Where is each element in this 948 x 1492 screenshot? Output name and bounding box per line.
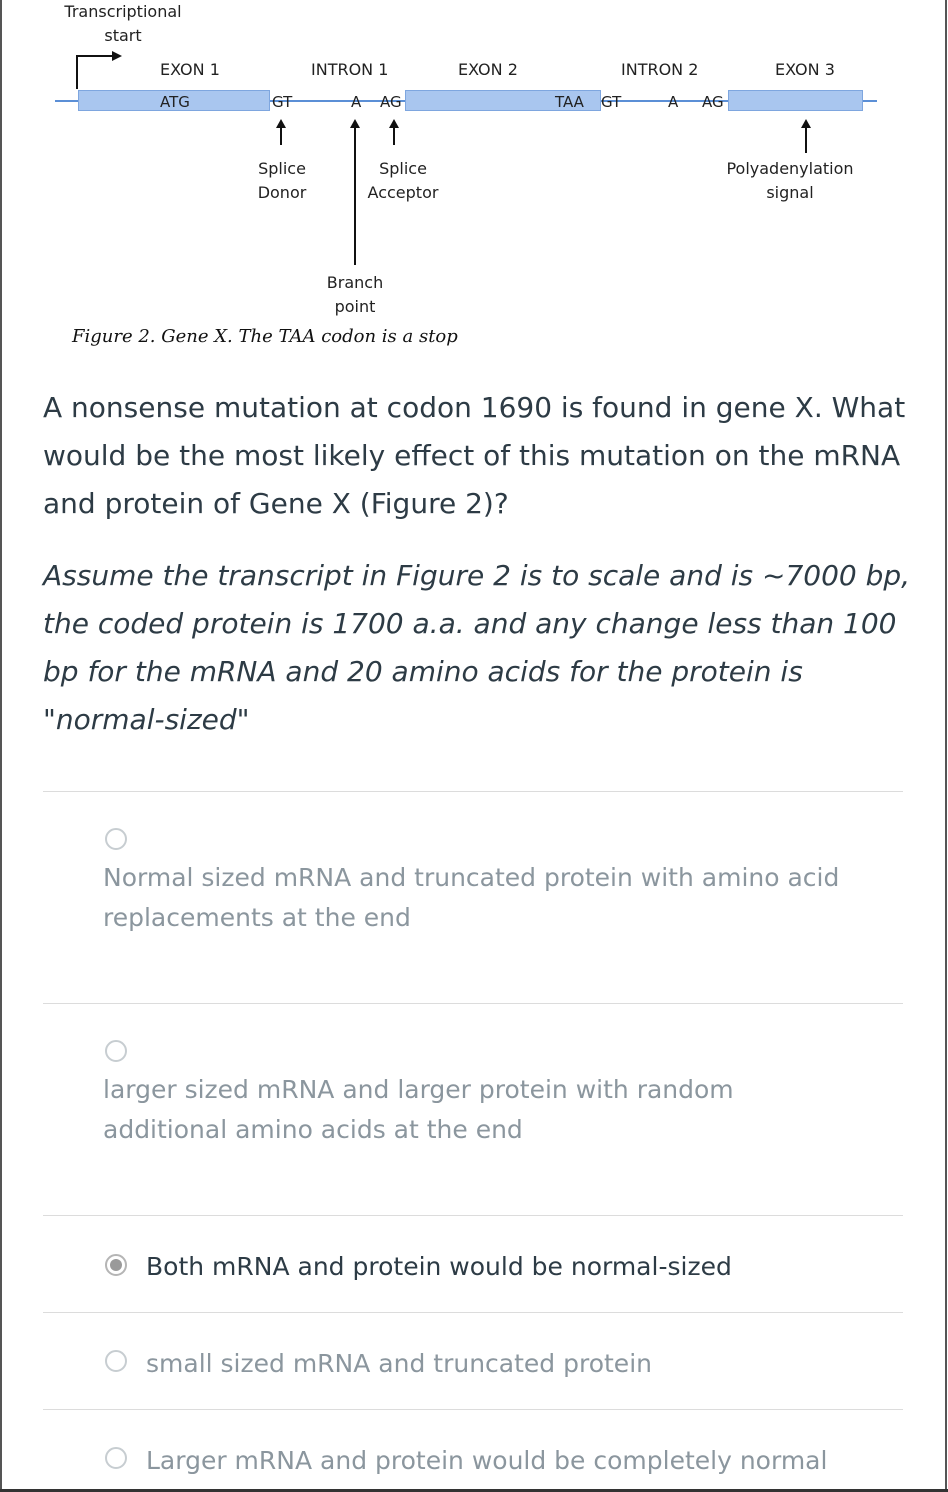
answer-divider [43,1003,903,1004]
splice-acceptor-label [360,157,446,205]
transcriptional-start-line1: Transcriptional [64,2,182,21]
splice-acceptor-line1: Splice [379,159,427,178]
radio-button-5[interactable] [105,1447,127,1469]
question-text: A nonsense mutation at codon 1690 is found in gene X. What would be the most likely effect of this mutation on the mRNA and protein of Gene X (Figure 2)? [43,391,906,520]
seq-label-gt-1: GT [272,93,293,111]
radio-button-4[interactable] [105,1350,127,1372]
splice-donor-line1: Splice [258,159,306,178]
splice-acceptor-line2: Acceptor [367,183,439,202]
radio-button-2[interactable] [105,1040,127,1062]
answer-divider [43,1409,903,1410]
answer-label-1[interactable]: Normal sized mRNA and truncated protein with amino acid replacements at the end [103,863,840,932]
answer-divider [43,1312,903,1313]
exon-3-box [728,90,863,111]
branch-point-label [315,271,395,319]
answer-label-4[interactable]: small sized mRNA and truncated protein [146,1349,652,1378]
seq-label-a-2: A [668,93,679,111]
transcriptional-start-label [58,0,188,48]
polyadenylation-line1: Polyadenylation [726,159,854,178]
polyadenylation-line2: signal [766,183,814,202]
branch-point-line2: point [334,297,376,316]
polyadenylation-signal-label [714,157,866,205]
figure-caption: Figure 2. Gene X. The TAA codon is a stop [72,326,458,347]
region-label-exon-3: EXON 3 [775,60,835,79]
seq-label-ag-2: AG [702,93,724,111]
splice-donor-line2: Donor [257,183,307,202]
answer-label-5[interactable]: Larger mRNA and protein would be completely normal [146,1446,828,1475]
region-label-intron-1: INTRON 1 [311,60,389,79]
region-label-exon-2: EXON 2 [458,60,518,79]
gene-figure [0,0,948,360]
seq-label-a-1: A [351,93,362,111]
answer-label-3[interactable]: Both mRNA and protein would be normal-sized [146,1252,732,1281]
question-assumption: Assume the transcript in Figure 2 is to scale and is ~7000 bp, the coded protein is 1700 a.a. and any change less than 100 bp for the mRNA and 20 amino acids for the protein is "normal-sized" [43,559,911,736]
radio-button-3-selected[interactable] [105,1254,127,1276]
answer-divider [43,1215,903,1216]
splice-donor-label [240,157,324,205]
seq-label-taa: TAA [555,93,584,111]
answer-label-2[interactable]: larger sized mRNA and larger protein with random additional amino acids at the end [103,1075,734,1144]
seq-label-ag-1: AG [380,93,402,111]
transcriptional-start-line2: start [104,26,142,45]
region-label-intron-2: INTRON 2 [621,60,699,79]
answer-divider [43,791,903,792]
seq-label-atg: ATG [160,93,190,111]
radio-button-1[interactable] [105,828,127,850]
region-label-exon-1: EXON 1 [160,60,220,79]
seq-label-gt-2: GT [601,93,622,111]
branch-point-line1: Branch [326,273,384,292]
